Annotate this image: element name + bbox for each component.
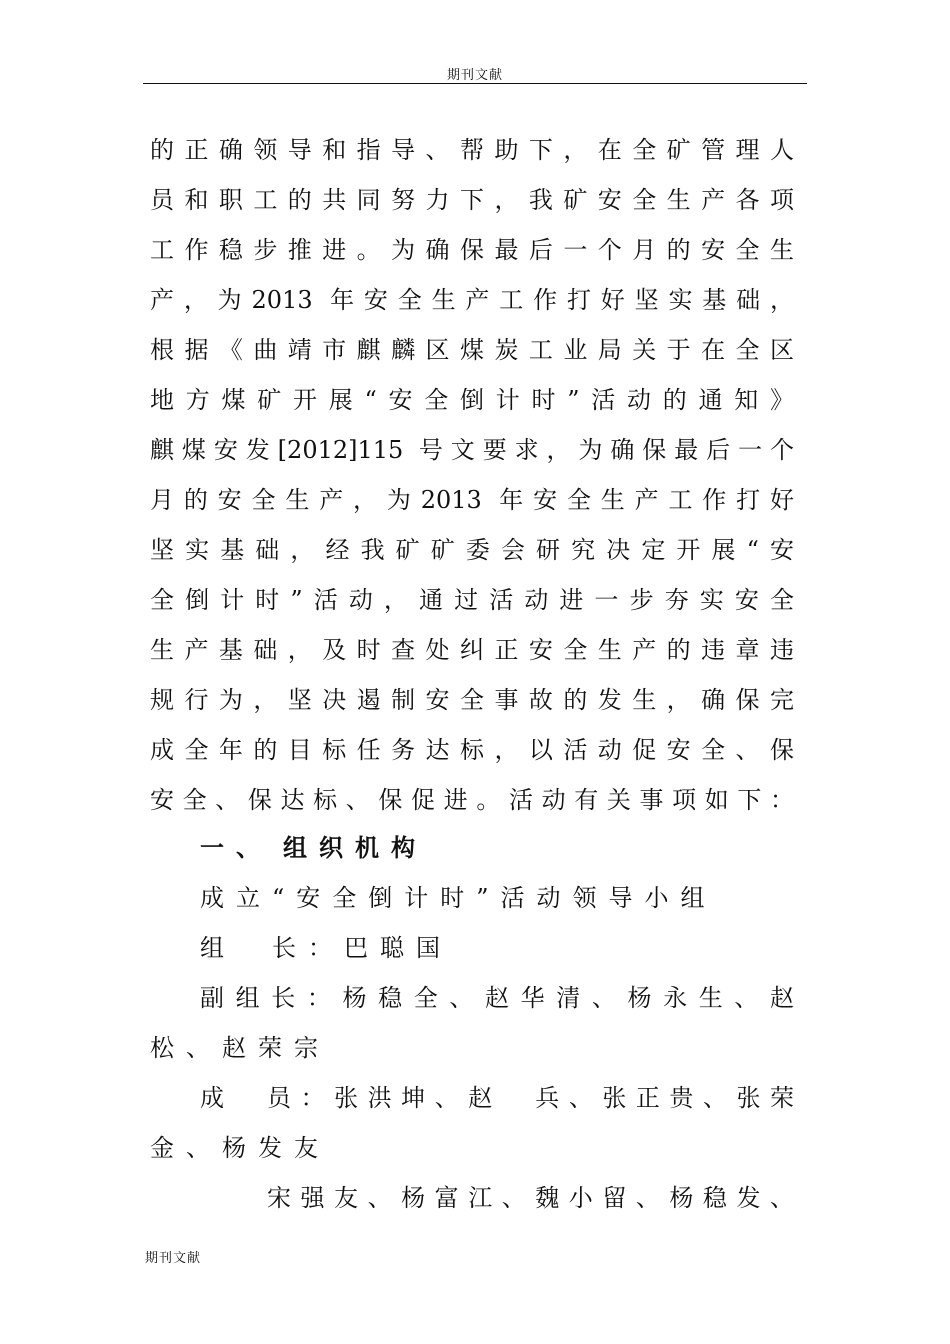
group-line: 成立“安全倒计时”活动领导小组 [200, 884, 717, 912]
members-line: 成 员：张洪坤、赵 兵、张正贵、张荣 [200, 1084, 794, 1112]
body-line: 安全、保达标、保促进。活动有关事项如下： [150, 786, 794, 814]
section-heading: 组织机构 [283, 833, 427, 862]
deputy-line-continued: 松、赵荣宗 [150, 1034, 330, 1062]
section-number: 一、 [200, 833, 272, 862]
body-line: 工作稳步推进。为确保最后一个月的安全生 [150, 236, 794, 264]
body-line: 月的安全生产，为2013 年安全生产工作打好 [150, 486, 794, 514]
body-line: 麒煤安发[2012]115 号文要求，为确保最后一个 [150, 436, 794, 464]
deputy-line: 副组长：杨稳全、赵华清、杨永生、赵 [200, 984, 794, 1012]
page-header-title: 期刊文献 [446, 68, 503, 83]
body-line: 坚实基础，经我矿矿委会研究决定开展“安 [150, 536, 794, 564]
body-line: 规行为，坚决遏制安全事故的发生，确保完 [150, 686, 794, 714]
body-line: 成全年的目标任务达标，以活动促安全、保 [150, 736, 794, 764]
leader-line: 组 长：巴聪国 [200, 934, 452, 962]
body-line: 地方煤矿开展“安全倒计时”活动的通知》 [150, 386, 794, 414]
body-line: 根据《曲靖市麒麟区煤炭工业局关于在全区 [150, 336, 794, 364]
body-line: 产，为2013 年安全生产工作打好坚实基础， [150, 286, 794, 314]
body-line: 员和职工的共同努力下，我矿安全生产各项 [150, 186, 794, 214]
body-line: 的正确领导和指导、帮助下，在全矿管理人 [150, 136, 794, 164]
members-line-continued: 宋强友、杨富江、魏小留、杨稳发、 [267, 1184, 794, 1212]
body-line: 生产基础，及时查处纠正安全生产的违章违 [150, 636, 794, 664]
body-line: 全倒计时”活动，通过活动进一步夯实安全 [150, 586, 794, 614]
members-line-continued: 金、杨发友 [150, 1134, 330, 1162]
header-divider [143, 83, 807, 84]
page-footer-text: 期刊文献 [145, 1251, 202, 1266]
